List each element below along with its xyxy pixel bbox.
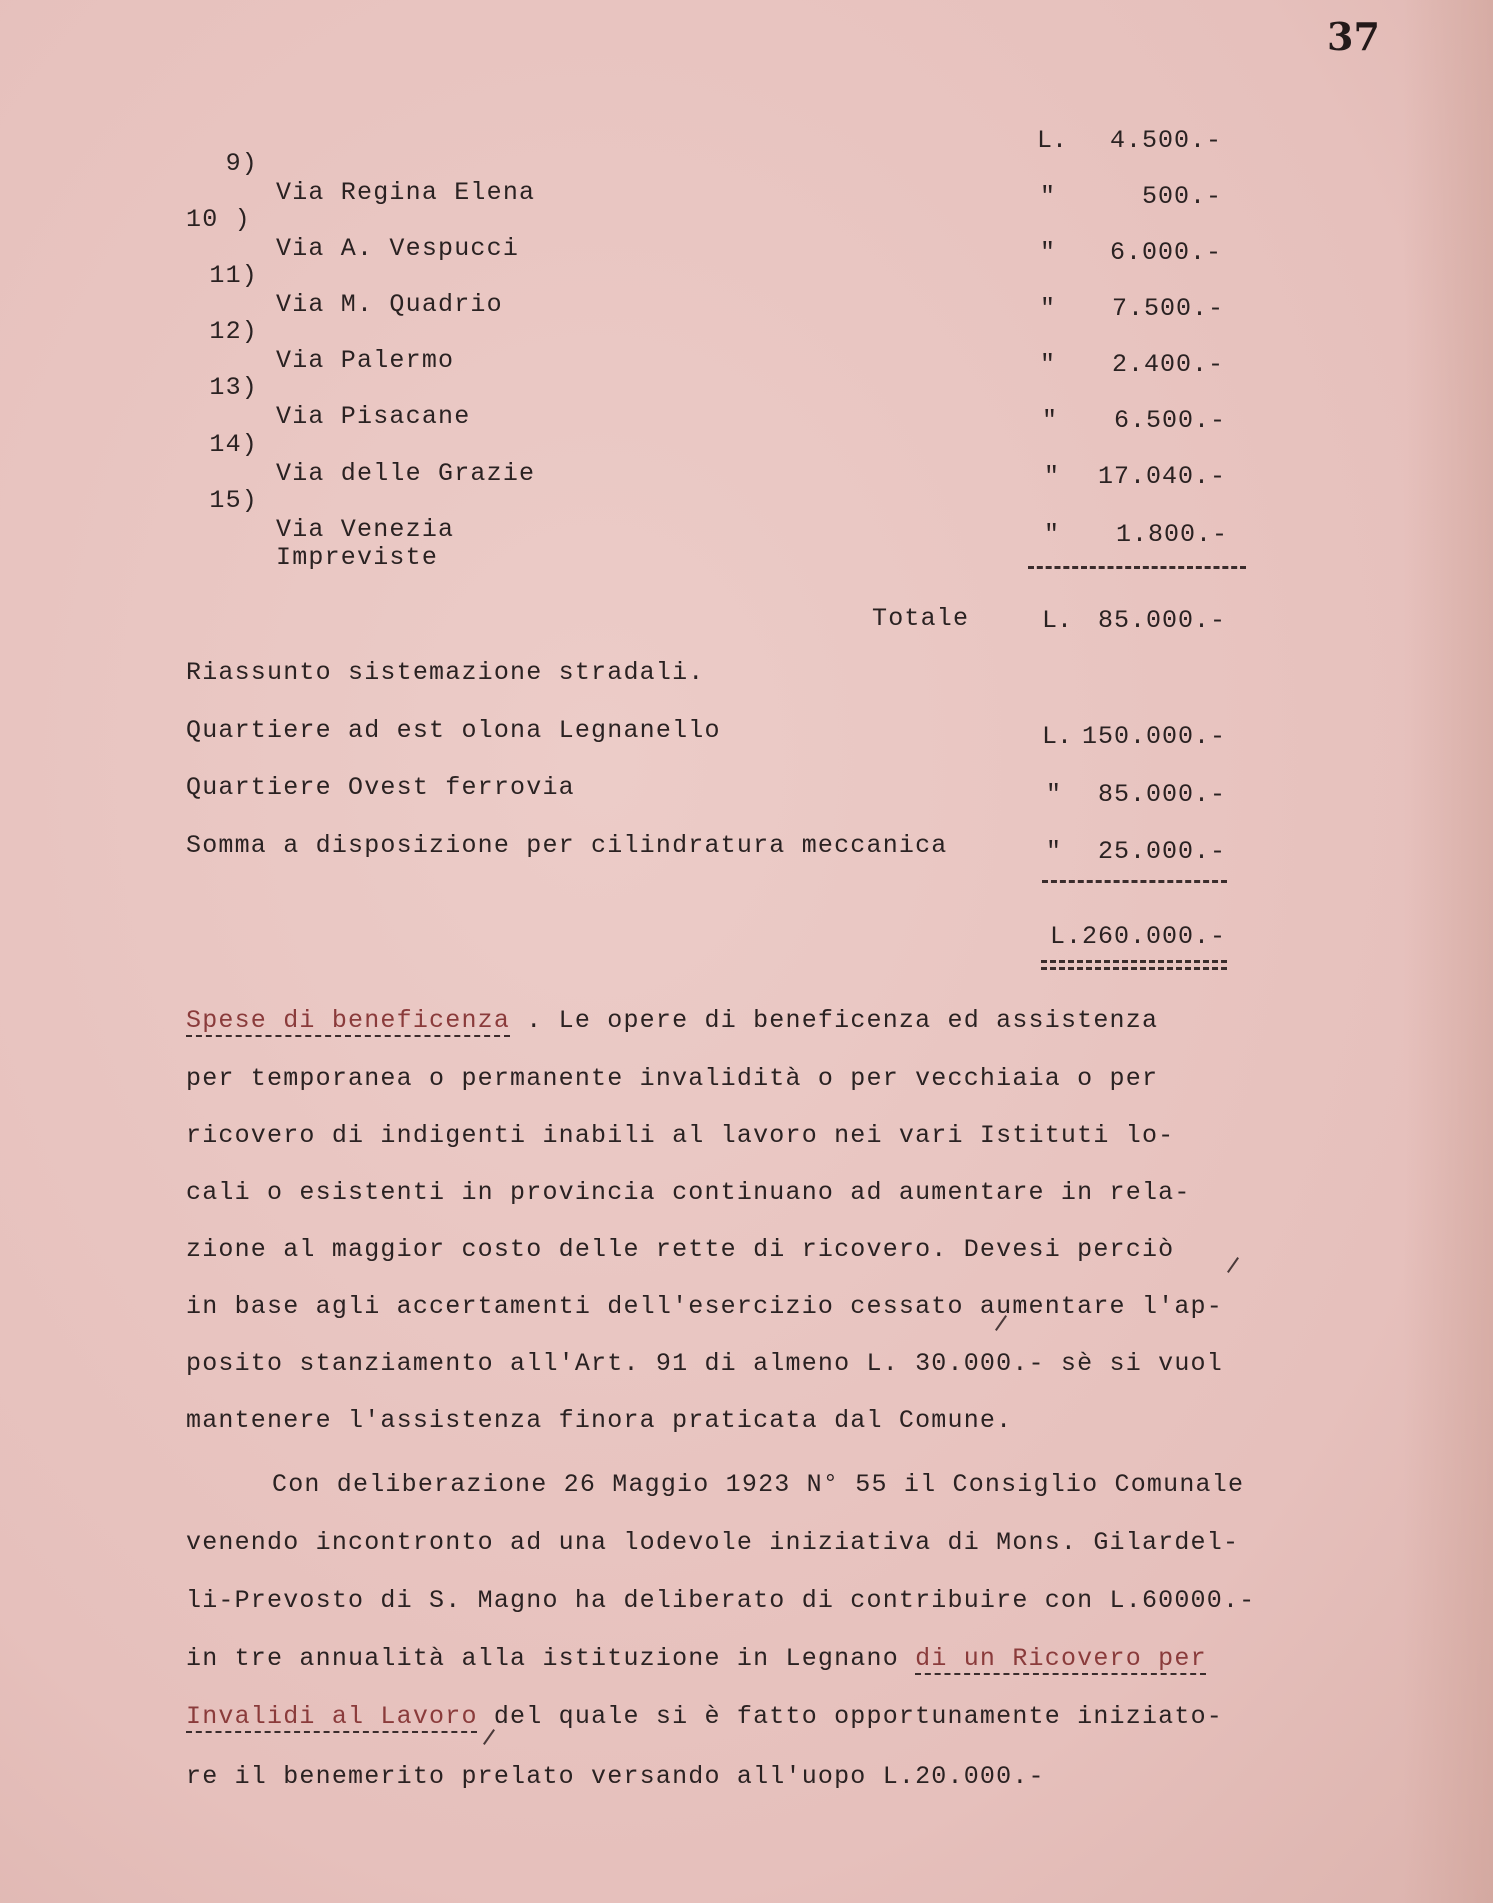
summary-rule — [1042, 880, 1227, 883]
summary-amount: 25.000.- — [1097, 837, 1226, 866]
paragraph-line: ricovero di indigenti inabili al lavoro nei vari Istituti lo- — [186, 1121, 1175, 1150]
item-number: 13) — [209, 373, 258, 402]
line-text: in tre annualità alla istituzione in Legnano — [186, 1644, 916, 1673]
section-heading-beneficenza: Spese di beneficenza — [186, 1006, 511, 1035]
total-label: Totale — [872, 604, 970, 633]
ditto-mark: " — [1044, 520, 1060, 549]
ditto-mark: " — [1042, 406, 1058, 435]
grand-total: L.260.000.- — [1049, 922, 1226, 951]
item-amount: 2.400.- — [1111, 350, 1224, 379]
summary-amount: 150.000.- — [1081, 722, 1226, 751]
item-street: Via Pisacane — [276, 402, 471, 431]
currency-mark: L. — [1037, 126, 1068, 155]
paragraph-line: posito stanziamento all'Art. 91 di almeno L. 30.000.- sè si vuol — [186, 1349, 1223, 1378]
paragraph-line: zione al maggior costo delle rette di ricovero. Devesi perciò — [186, 1235, 1175, 1264]
highlighted-phrase: di un Ricovero per — [915, 1644, 1207, 1673]
item-amount: 4.500.- — [1109, 126, 1222, 155]
ditto-mark: " — [1040, 182, 1056, 211]
paragraph-line — [186, 1702, 1223, 1731]
item-amount: 500.- — [1141, 182, 1222, 211]
paragraph-line: in base agli accertamenti dell'esercizio cessato aumentare l'ap- — [186, 1292, 1223, 1321]
item-amount: 7.500.- — [1111, 294, 1224, 323]
item-amount: 6.500.- — [1113, 406, 1226, 435]
pencil-mark — [1227, 1257, 1239, 1273]
item-street: Via Regina Elena — [276, 178, 536, 207]
currency-mark: L. — [1042, 722, 1073, 751]
summary-heading: Riassunto sistemazione stradali. — [186, 658, 705, 687]
item-number: 15) — [209, 486, 258, 515]
paragraph-line: Con deliberazione 26 Maggio 1923 N° 55 il Consiglio Comunale — [272, 1470, 1245, 1499]
paragraph-line: mantenere l'assistenza finora praticata dal Comune. — [186, 1406, 1013, 1435]
ditto-mark: " — [1046, 780, 1062, 809]
item-amount: 6.000.- — [1109, 238, 1222, 267]
paragraph-line: cali o esistenti in provincia continuano ad aumentare in rela- — [186, 1178, 1191, 1207]
ditto-mark: " — [1046, 837, 1062, 866]
pencil-mark — [483, 1729, 495, 1745]
item-street: Via delle Grazie — [276, 459, 536, 488]
ditto-mark: " — [1040, 350, 1056, 379]
item-amount: 17.040.- — [1097, 462, 1226, 491]
paragraph-line: venendo incontronto ad una lodevole iniziativa di Mons. Gilardel- — [186, 1528, 1240, 1557]
ditto-mark: " — [1040, 294, 1056, 323]
item-street: Via Venezia — [276, 515, 455, 544]
line-text: . Le opere di beneficenza ed assistenza — [510, 1006, 1159, 1035]
item-number: 11) — [209, 261, 258, 290]
ditto-mark: " — [1040, 238, 1056, 267]
paragraph-line: re il benemerito prelato versando all'uopo L.20.000.- — [186, 1762, 1045, 1791]
item-street: Impreviste — [276, 543, 439, 572]
grand-total-double-rule — [1041, 960, 1227, 963]
item-number: 12) — [209, 317, 258, 346]
summary-row-label: Quartiere ad est olona Legnanello — [186, 716, 721, 745]
page-number: 37 — [1327, 14, 1380, 59]
paragraph-line — [186, 1006, 1158, 1035]
item-number: 9) — [225, 149, 258, 178]
summary-row-label: Somma a disposizione per cilindratura meccanica — [186, 831, 948, 860]
item-street: Via A. Vespucci — [276, 234, 520, 263]
paragraph-line: li-Prevosto di S. Magno ha deliberato di contribuire con L.60000.- — [186, 1586, 1256, 1615]
total-amount: 85.000.- — [1097, 606, 1226, 635]
subtotal-rule — [1028, 566, 1246, 569]
item-number: 14) — [209, 430, 258, 459]
ditto-mark: " — [1044, 462, 1060, 491]
highlighted-phrase: Invalidi al Lavoro — [186, 1702, 478, 1731]
page-edge-shadow — [1403, 0, 1493, 1903]
currency-mark: L. — [1042, 606, 1073, 635]
item-street: Via Palermo — [276, 346, 455, 375]
paragraph-line — [186, 1644, 1207, 1673]
paragraph-line: per temporanea o permanente invalidità o per vecchiaia o per — [186, 1064, 1159, 1093]
line-text: del quale si è fatto opportunamente iniziato- — [477, 1702, 1223, 1731]
item-number: 10 ) — [186, 205, 251, 234]
summary-row-label: Quartiere Ovest ferrovia — [186, 773, 575, 802]
summary-amount: 85.000.- — [1097, 780, 1226, 809]
item-street: Via M. Quadrio — [276, 290, 503, 319]
item-amount: 1.800.- — [1115, 520, 1228, 549]
